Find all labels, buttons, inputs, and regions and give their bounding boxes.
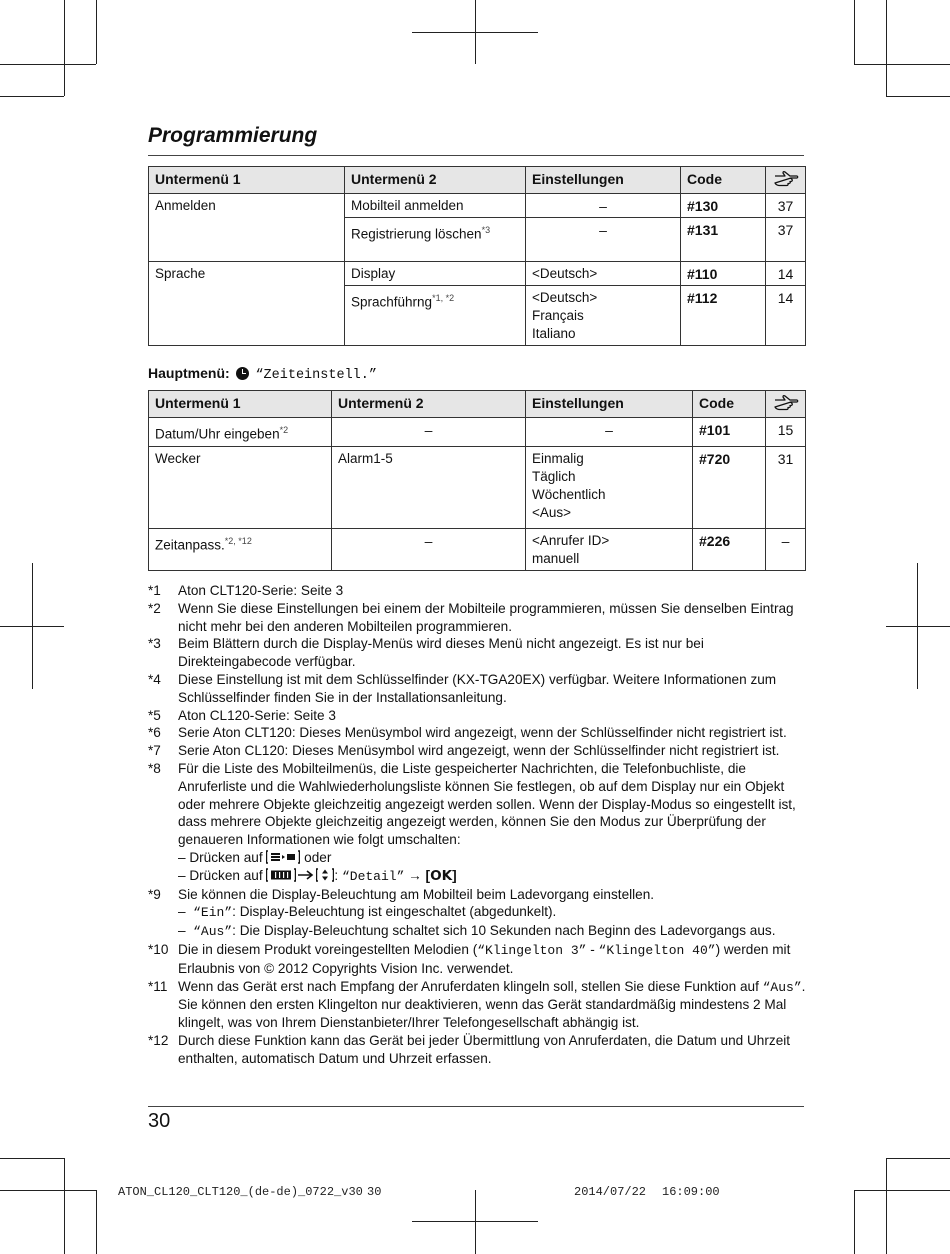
footnote <box>148 600 808 636</box>
submenu2-cell <box>345 218 526 262</box>
submenu2-cell: Alarm1-5 <box>332 446 526 528</box>
subitem-text: – Drücken auf <box>178 849 267 865</box>
footnote <box>148 742 808 760</box>
footnote-ref: *2, *12 <box>224 535 252 546</box>
footnote-ref: *2 <box>279 425 289 435</box>
footnote-ref: *1, *2 <box>432 293 455 303</box>
settings-cell: – <box>526 194 681 218</box>
ok-key: [OK] <box>425 867 457 884</box>
code-cell: #112 <box>681 286 766 346</box>
submenu1-cell: Anmelden <box>149 194 345 262</box>
footnote-subitem <box>178 849 808 867</box>
footnote-key: *3 <box>148 636 161 652</box>
subitem-text: oder <box>300 849 332 865</box>
footnote-text: Durch diese Funktion kann das Gerät bei jeder Übermittlung von Anruferdaten, die Datum und Uhrzeit enthalten, automatisch Datum und Uhrzeit erfassen. <box>178 1032 791 1066</box>
footnote <box>148 707 808 725</box>
main-menu-prefix: Hauptmenü: <box>148 365 230 381</box>
code-cell: #101 <box>693 418 766 447</box>
settings-cell <box>526 286 681 346</box>
code-cell: #130 <box>681 194 766 218</box>
code-cell: #131 <box>681 218 766 262</box>
crop-mark <box>886 0 887 96</box>
settings-option: Einmalig <box>532 450 584 466</box>
settings-cell: <Deutsch> <box>526 262 681 286</box>
settings-option: Täglich <box>532 468 576 484</box>
footnote-subitem: – “Ein”: Display-Beleuchtung ist eingeschaltet (abgedunkelt). <box>178 904 557 921</box>
footnote-key: *6 <box>148 725 161 741</box>
settings-option: manuell <box>532 550 580 566</box>
navigator-key-icon <box>316 868 334 882</box>
footnote-text: Aton CLT120-Serie: Seite 3 <box>178 583 344 598</box>
main-menu-value: “Zeiteinstell.” <box>255 368 377 383</box>
settings-option: Wöchentlich <box>532 486 606 502</box>
footer-time: 16:09:00 <box>662 1185 720 1199</box>
submenu1-cell: Sprache <box>149 262 345 346</box>
settings-cell <box>526 446 693 528</box>
reference-column-header <box>766 167 806 194</box>
column-header: Untermenü 1 <box>149 391 332 418</box>
crop-mark <box>854 1190 950 1191</box>
footnote <box>148 978 808 1032</box>
settings-cell <box>526 528 693 570</box>
footnote-subitem <box>178 867 808 886</box>
menu-key-icon <box>266 850 300 864</box>
footnote-text: Die in diesem Produkt voreingestellten Melodien ( <box>178 941 478 957</box>
page-number: 30 <box>148 1110 171 1132</box>
footnote-display-text: “Klingelton 40” <box>598 942 716 958</box>
arrow-right-icon <box>296 869 316 881</box>
table-row <box>149 418 806 447</box>
subitem-display-text: “Aus” <box>193 924 233 940</box>
footnote-text: Beim Blättern durch die Display-Menüs wird dieses Menü nicht angezeigt. Es ist nur bei Direkteingabecode verfügbar. <box>178 636 704 670</box>
settings-option: <Deutsch> <box>532 290 598 305</box>
footnote-text: Diese Einstellung ist mit dem Schlüsselfinder (KX-TGA20EX) verfügbar. Weitere Informationen zum Schlüsselfinder finden Sie in der Installationsanleitung. <box>178 671 777 705</box>
footnote-text: Sie können die Display-Beleuchtung am Mobilteil beim Ladevorgang einstellen. <box>178 886 655 902</box>
book-key-icon <box>266 868 296 882</box>
footnote <box>148 582 808 600</box>
subitem-text: : Display-Beleuchtung ist eingeschaltet (abgedunkelt). <box>232 904 557 920</box>
reference-column-header <box>766 391 806 418</box>
crop-mark <box>96 1190 97 1254</box>
page-ref-cell: 37 <box>766 194 806 218</box>
footnote-key: *10 <box>148 941 169 957</box>
footnote-body <box>178 941 808 978</box>
code-cell: #110 <box>681 262 766 286</box>
submenu2-cell: – <box>332 528 526 570</box>
submenu1-label: Zeitanpass. <box>155 537 225 552</box>
crop-mark <box>886 1158 887 1254</box>
title-divider <box>148 155 804 156</box>
table-header-row <box>149 391 806 418</box>
table-row <box>149 194 806 218</box>
footnote-body <box>178 886 808 941</box>
ok-key-label: OK <box>430 867 453 884</box>
submenu2-cell: – <box>332 418 526 447</box>
submenu1-label: Datum/Uhr eingeben <box>155 426 280 442</box>
subitem-text: – Drücken auf <box>178 867 267 883</box>
footnote-key: *11 <box>148 978 168 994</box>
column-header: Untermenü 2 <box>345 167 526 194</box>
footnote-display-text: “Aus” <box>762 979 802 995</box>
page-ref-cell: 15 <box>766 418 806 447</box>
crop-mark <box>475 1190 476 1254</box>
page-ref-cell: 31 <box>766 446 806 528</box>
footnote-ref: *3 <box>481 225 491 235</box>
column-header: Einstellungen <box>526 167 681 194</box>
crop-mark <box>0 1190 96 1191</box>
main-menu-label <box>148 365 377 383</box>
pointing-hand-icon <box>773 169 799 187</box>
settings-cell: – <box>526 218 681 262</box>
footnote-key: *7 <box>148 743 161 759</box>
footnote-text: Wenn das Gerät erst nach Empfang der Anruferdaten klingeln soll, stellen Sie diese Funktion auf <box>178 978 763 994</box>
bottom-divider <box>148 1106 804 1107</box>
subitem-text: : Die Display-Beleuchtung schaltet sich 10 Sekunden nach Beginn des Ladevorgangs aus. <box>232 923 776 939</box>
crop-mark <box>854 1190 855 1254</box>
settings-table-1 <box>148 166 806 346</box>
settings-option: <Anrufer ID> <box>532 532 610 548</box>
subitem-text: : <box>334 867 342 883</box>
crop-mark <box>0 64 96 65</box>
code-cell: #226 <box>693 528 766 570</box>
page-ref-cell: 37 <box>766 218 806 262</box>
crop-mark <box>0 1158 64 1159</box>
footnote <box>148 724 808 742</box>
footnote-key: *4 <box>148 671 161 687</box>
submenu2-cell: Mobilteil anmelden <box>345 194 526 218</box>
table-row <box>149 528 806 570</box>
footnote-key: *1 <box>148 583 161 598</box>
table-row <box>149 262 806 286</box>
crop-mark <box>64 1158 65 1254</box>
page-ref-cell: – <box>766 528 806 570</box>
crop-mark <box>412 1221 538 1222</box>
crop-mark <box>412 32 538 33</box>
footnote-text: Serie Aton CLT120: Dieses Menüsymbol wird angezeigt, wenn der Schlüsselfinder nicht registriert ist. <box>178 725 787 741</box>
footnote-key: *9 <box>148 886 161 902</box>
footnote-text: Sie können den ersten Klingelton nur deaktivieren, wenn das Gerät standardmäßig mindestens 2 Mal klingelt, was von Ihrem Dienstanbieter/Ihrer Telefongesellschaft abhängig ist. <box>178 997 787 1031</box>
submenu2-label: Registrierung löschen <box>351 226 482 242</box>
footnotes <box>148 582 808 1068</box>
footnote-body <box>178 978 808 1032</box>
footnote-subitem: – “Aus”: Die Display-Beleuchtung schaltet sich 10 Sekunden nach Beginn des Ladevorgangs aus. <box>178 923 776 940</box>
column-header: Untermenü 1 <box>149 167 345 194</box>
subitem-display-text: “Detail” <box>341 868 405 884</box>
settings-option: <Aus> <box>532 504 572 520</box>
subitem-display-text: “Ein” <box>193 905 233 921</box>
submenu1-cell <box>149 528 332 570</box>
footnote <box>148 1032 808 1068</box>
submenu2-cell: Display <box>345 262 526 286</box>
submenu1-cell: Wecker <box>149 446 332 528</box>
crop-mark <box>0 626 64 627</box>
column-header: Einstellungen <box>526 391 693 418</box>
crop-mark <box>854 0 855 64</box>
page-title: Programmierung <box>148 124 318 147</box>
column-header: Code <box>681 167 766 194</box>
footnote <box>148 671 808 707</box>
footnote-display-text: “Klingelton 3” <box>477 942 587 958</box>
crop-mark <box>886 96 950 97</box>
footnote-text: Serie Aton CL120: Dieses Menüsymbol wird angezeigt, wenn der Schlüsselfinder nicht registriert ist. <box>178 743 780 759</box>
footnote-key: *8 <box>148 760 161 776</box>
page-ref-cell: 14 <box>766 286 806 346</box>
settings-option: Italiano <box>532 326 576 341</box>
table-header-row <box>149 167 806 194</box>
footnote <box>148 886 808 941</box>
footer-date: 2014/07/22 <box>574 1185 647 1199</box>
column-header: Untermenü 2 <box>332 391 526 418</box>
footnote-text: ) werden mit Erlaubnis von © 2012 Copyrights Vision Inc. verwendet. <box>178 941 791 976</box>
footnote <box>148 760 808 886</box>
footnote <box>148 941 808 978</box>
footnote-text: - <box>586 941 599 957</box>
footnote-key: *5 <box>148 707 161 723</box>
settings-table-2 <box>148 390 806 571</box>
column-header: Code <box>693 391 766 418</box>
crop-mark <box>64 0 65 96</box>
footer-filename: ATON_CL120_CLT120_(de-de)_0722_v30 <box>118 1185 363 1199</box>
table-row <box>149 446 806 528</box>
footer-page: 30 <box>367 1185 382 1199</box>
submenu1-cell <box>149 418 332 447</box>
pointing-hand-icon <box>773 393 799 411</box>
footnote-key: *2 <box>148 600 161 616</box>
settings-cell: – <box>526 418 693 447</box>
footnote-text: Wenn Sie diese Einstellungen bei einem der Mobilteile programmieren, müssen Sie denselben Eintrag nicht mehr bei den anderen Mobilteilen programmieren. <box>178 600 794 634</box>
footnote-text: Aton CL120-Serie: Seite 3 <box>178 707 336 723</box>
crop-mark <box>886 1158 950 1159</box>
code-cell: #720 <box>693 446 766 528</box>
crop-mark <box>886 626 950 627</box>
settings-option: Français <box>532 308 584 323</box>
subitem-text: → <box>404 867 426 883</box>
crop-mark <box>0 96 64 97</box>
crop-mark <box>96 0 97 64</box>
footnote-body <box>178 760 808 886</box>
submenu2-label: Sprachführng <box>351 294 433 310</box>
footnote-key: *12 <box>148 1032 169 1048</box>
footnote-text: Für die Liste des Mobilteilmenüs, die Liste gespeicherter Nachrichten, die Telefonbuchliste, die Anruferliste und die Wahlwiederholungsliste können Sie festlegen, ob auf dem Display nur ein Objekt oder mehrere Objekte gleichzeitig angezeigt werden sollen. Wenn der Display-Modus so eingestellt ist, dass mehrere Objekte gleichzeitig angezeigt werden, können Sie den Modus zur Überprüfung der genaueren Informationen wie folgt umschalten: <box>178 760 796 848</box>
footnote-text: . <box>801 978 806 994</box>
footnote <box>148 635 808 671</box>
crop-mark <box>854 64 950 65</box>
submenu2-cell <box>345 286 526 346</box>
clock-icon <box>236 367 249 380</box>
page-ref-cell: 14 <box>766 262 806 286</box>
